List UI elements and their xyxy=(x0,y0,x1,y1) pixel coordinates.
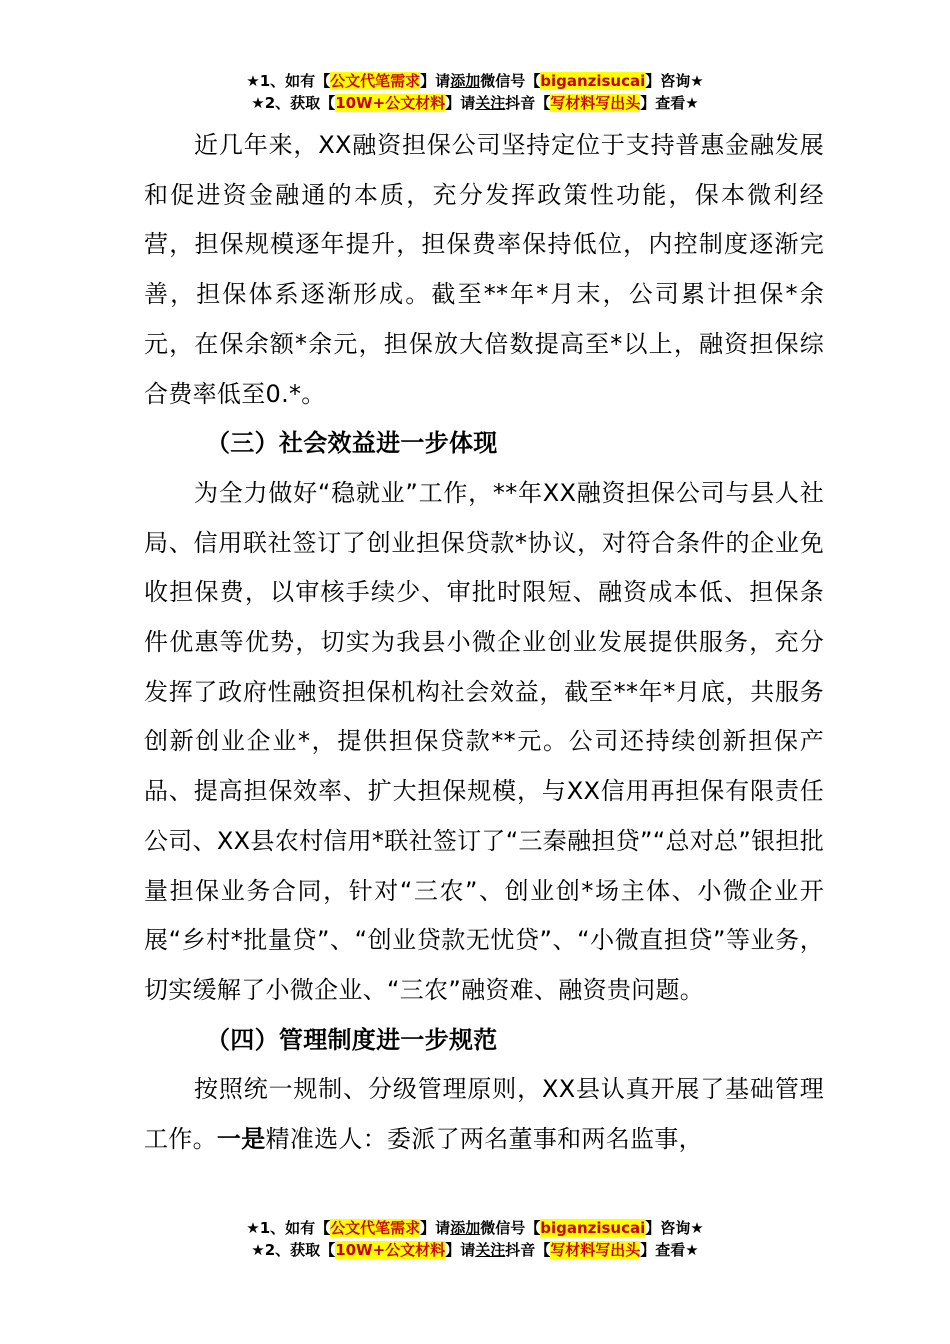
highlight-materials: 10W+公文材料 xyxy=(335,94,446,112)
highlight-service: 公文代笔需求 xyxy=(330,72,421,90)
footer-banner xyxy=(0,1217,950,1261)
banner-line-2: ★2、获取【10W+公文材料】请关注抖音【写材料写出头】查看★ xyxy=(251,94,699,112)
paragraph-social-benefit: 为全力做好“稳就业”工作，**年XX融资担保公司与县人社局、信用联社签订了创业担保贷款*协议，对符合条件的企业免收担保费，以审核手续少、审批时限短、融资成本低、担保条件优惠等优势，切实为我县小微企业创业发展提供服务，充分发挥了政府性融资担保机构社会效益，截至**年*月底，共服务创新创业企业*，提供担保贷款**元。公司还持续创新担保产品、提高担保效率、扩大担保规模，与XX信用再担保有限责任公司、XX县农村信用*联社签订了“三秦融担贷”“总对总”银担批量担保业务合同，针对“三农”、创业创*场主体、小微企业开展“乡村*批量贷”、“创业贷款无忧贷”、“小微直担贷”等业务，切实缓解了小微企业、“三农”融资难、融资贵问题。 xyxy=(144,478,824,1004)
highlight-wechat-id: biganzisucai xyxy=(540,72,646,90)
section-heading-3: （三）社会效益进一步体现 xyxy=(206,429,498,458)
banner-line-1: ★1、如有【公文代笔需求】请添加微信号【biganzisucai】咨询★ xyxy=(246,1219,704,1237)
highlight-douyin: 写材料写出头 xyxy=(550,94,641,112)
highlight-douyin: 写材料写出头 xyxy=(550,1241,641,1259)
document-body xyxy=(144,121,824,1165)
section-heading-4: （四）管理制度进一步规范 xyxy=(206,1025,498,1054)
highlight-wechat-id: biganzisucai xyxy=(540,1219,646,1237)
paragraph-guarantee-scale: 近几年来，XX融资担保公司坚持定位于支持普惠金融发展和促进资金融通的本质，充分发挥政策性功能，保本微利经营，担保规模逐年提升，担保费率保持低位，内控制度逐渐完善，担保体系逐渐形成。截至**年*月末，公司累计担保*余元，在保余额*余元，担保放大倍数提高至*以上，融资担保综合费率低至0.*。 xyxy=(144,131,824,408)
paragraph-management: 按照统一规制、分级管理原则，XX县认真开展了基础管理工作。一是精准选人：委派了两名董事和两名监事， xyxy=(144,1075,824,1154)
banner-line-2: ★2、获取【10W+公文材料】请关注抖音【写材料写出头】查看★ xyxy=(251,1241,699,1259)
highlight-materials: 10W+公文材料 xyxy=(335,1241,446,1259)
banner-line-1: ★1、如有【公文代笔需求】请添加微信号【biganzisucai】咨询★ xyxy=(246,72,704,90)
header-banner xyxy=(0,70,950,114)
highlight-service: 公文代笔需求 xyxy=(330,1219,421,1237)
